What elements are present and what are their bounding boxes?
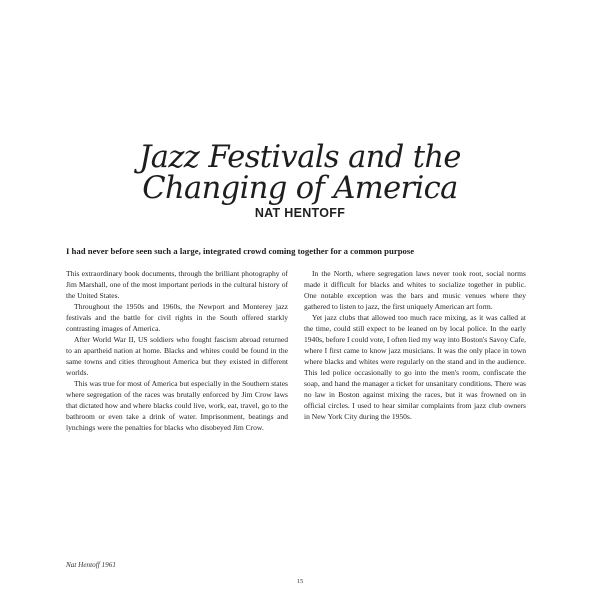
paragraph: This was true for most of America but especially in the Southern states where segregation of the races was brutally enforced by Jim Crow laws that dictated how and where blacks could live, work, eat, travel, go to the bathroom or even take a drink of water. Imprisonment, beatings and lynchings were the penalties for blacks who disobeyed Jim Crow. — [66, 379, 288, 432]
page-number: 15 — [296, 578, 304, 585]
paragraph: Throughout the 1950s and 1960s, the Newport and Monterey jazz festivals and the battle for civil rights in the South offered starkly contrasting images of America. — [66, 302, 288, 333]
title-line-1: Jazz Festivals and the — [139, 140, 461, 175]
author-byline: NAT HENTOFF — [254, 206, 346, 220]
paragraph: After World War II, US soldiers who fought fascism abroad returned to an apartheid nation at home. Blacks and whites could be found in the same towns and cities throughout America but they existed in different worlds. — [66, 335, 288, 377]
title-line-2: Changing of America — [142, 171, 458, 206]
paragraph: This extraordinary book documents, through the brilliant photography of Jim Marshall, one of the most important periods in the cultural history of the United States. — [66, 269, 288, 300]
photo-caption: Nat Hentoff 1961 — [66, 561, 116, 569]
paragraph: In the North, where segregation laws never took root, social norms made it difficult for blacks and whites to socialize together in public. One notable exception was the bars and music venues where they gathered to listen to jazz, the first uniquely American art form. — [304, 269, 526, 311]
article-subtitle: I had never before seen such a large, integrated crowd coming together for a common purpose — [66, 246, 415, 256]
right-text-column — [304, 268, 526, 422]
paragraph: Yet jazz clubs that allowed too much race mixing, as it was called at the time, could still expect to be leaned on by local police. In the early 1940s, before I could vote, I often lied my way into Boston's Savoy Cafe, where I first came to know jazz musicians. It was the only place in town where blacks and whites were regularly on the stand and in the audience. This led police occasionally to go into the men's room, confiscate the soap, and hand the manager a ticket for unsanitary conditions. There was no law in Boston against mixing the races, but it was frowned on in official circles. I used to hear similar complaints from jazz club owners in New York City during the 1950s. — [304, 313, 526, 421]
article-title — [0, 142, 600, 204]
left-text-column — [66, 268, 288, 433]
